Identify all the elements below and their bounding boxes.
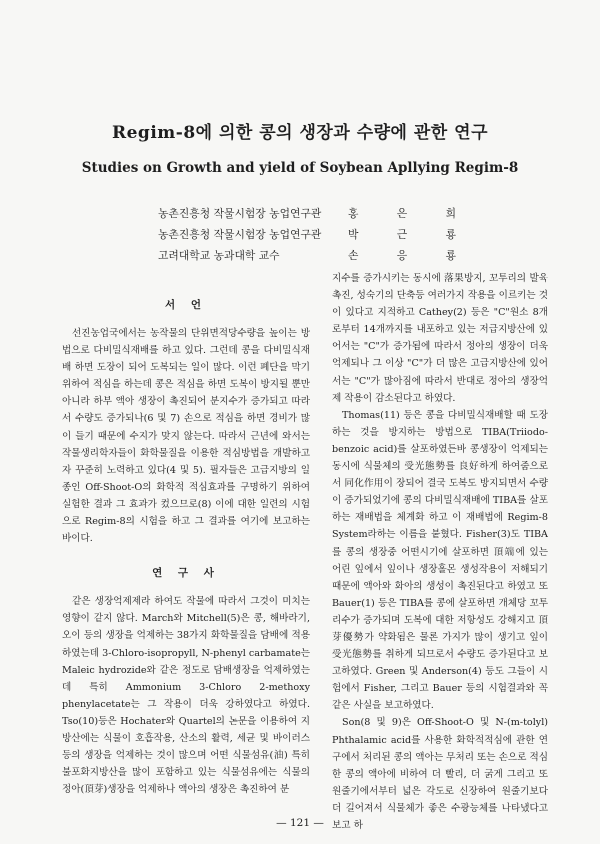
body-paragraph: Thomas(11) 등은 콩을 다비밀식재배할 때 도장하는 것을 방지하는 방법으로 TIBA(Triiodo-benzoic acid)를 살포하였든바 콩생장이 억제되는 동시에 식물체의 受光態勢를 良好하게 하여줌으로서 同化作用이 장되어 결국 도복도 방지되면서 수량이 증가되었기에 콩의 다비밀식재배에 TIBA를 살포하는 재배법을 체계화 하고 이 재배법에 Regim-8 System라하는 이름을 붙혔다. Fisher(3)도 TIBA를 콩의 생장중 어떤시기에 살포하면 頂端에 있는 어린 잎에서 잎이나 생장홀몬 생성작용이 저해되기 때문에 액아와 화아의 생성이 촉진된다고 하였고 또 Bauer(1) 등은 TIBA를 콩에 살포하면 개체당 꼬투리수가 증가되며 도복에 대한 저항성도 강해지고 頂芽優勢가 약화됨은 물론 가지가 많이 생기고 잎이 受光態勢를 취하게 되므로서 수량도 증가된다고 보고하였다. Green 및 Anderson(4) 등도 그들이 시험에서 Fisher, 그리고 Bauer 등의 시험결과와 꼭 같은 사실을 보고하였다. xyxy=(332,409,548,712)
author-block xyxy=(158,206,458,269)
author-row xyxy=(158,206,458,227)
section-heading-literature-review: 연 구 사 xyxy=(152,567,220,580)
page-title: Regim-8에 의한 콩의 생장과 수량에 관한 연구 xyxy=(111,123,488,143)
author-name: 홍 은 희 xyxy=(348,207,456,220)
author-affiliation: 농촌진흥청 작물시험장 농업연구관 xyxy=(158,228,322,241)
author-affiliation: 농촌진흥청 작물시험장 농업연구관 xyxy=(158,207,322,220)
author-row xyxy=(158,248,458,269)
author-row xyxy=(158,227,458,248)
author-affiliation: 고려대학교 농과대학 교수 xyxy=(158,249,280,262)
introduction-paragraph: 선진농업국에서는 농작물의 단위면적당수량을 높이는 방법으로 다비밀식재배를 하고 있다. 그런데 콩을 다비밀식재배 하면 도장이 되어 도복되는 일이 많다. 이런 폐단을 막기 위하여 적심을 하는데 콩은 적심을 하면 도복이 방지될 뿐만 아니라 하부 액아 생장이 촉진되어 분지수가 증가되고 따라서 수량도 증가되나(6 및 7) 손으로 적심을 하면 경비가 많이 들기 때문에 수지가 맞지 않는다. 따라서 근년에 와서는 작물생리학자들이 화학물질을 이용한 적심방법을 개발하고자 꾸준히 노력하고 있다(4 및 5). 필자들은 고급지방의 일종인 Off-Shoot-O의 화학적 적심효과를 구명하기 위하여 실험한 결과 그 효과가 컸으므로(8) 이에 대한 일련의 시험으로 Regim-8의 시험을 하고 그 결과를 여기에 보고하는 바이다. xyxy=(62,328,310,545)
left-column xyxy=(62,295,310,798)
body-paragraph: Son(8 및 9)은 Off-Shoot-O 및 N-(m-tolyl) Phthalamic acid를 사용한 화학적적심에 관한 연구에서 처리된 콩의 액아는 무처리 또는 손으로 적심한 콩의 액아에 비하여 더 빨리, 더 굵게 그리고 또 원줄기에서부터 넓은 각도로 신장하여 원줄기보다 더 길어져서 식물체가 좋은 수광능체를 나타냈다고 보고 하 xyxy=(332,717,548,831)
right-column xyxy=(332,270,548,834)
page-number: — 121 — xyxy=(276,817,324,829)
section-heading-introduction: 서 언 xyxy=(165,299,207,311)
author-name: 손 응 룡 xyxy=(348,249,456,262)
author-name: 박 근 룡 xyxy=(348,228,456,241)
english-subtitle: Studies on Growth and yield of Soybean Apllying Regim-8 xyxy=(81,160,519,176)
body-paragraph: 지수를 증가시키는 동시에 落果방지, 꼬투리의 발육촉진, 성숙기의 단축등 여러가지 작용을 이르키는 것이 있다고 지적하고 Cathey(2) 등은 "C"원소 8개로부터 14개까지를 내포하고 있는 저급지방산에 있어서는 "C"가 증가됨에 따라서 정아의 생장이 더욱 억제되나 그 이상 "C"가 더 많은 고급지방산에 있어서는 "C"가 많아짐에 따라서 반대로 정아의 생장억제 작용이 감소된다고 하였다. xyxy=(332,273,548,404)
literature-review-paragraph: 같은 생장억제제라 하여도 작물에 따라서 그것이 미치는 영향이 같지 않다. March와 Mitchell(5)은 콩, 해바라기, 오이 등의 생장을 억제하는 38가지 화학물질을 담배에 적용하였는데 3-Chloro-isopropyll, N-phenyl carbamate는 Maleic hydrozide와 같은 정도로 담배생장을 억제하였는데 특히 Ammonium 3-Chloro 2-methoxy phenylacetate는 그 작용이 더욱 강하였다고 하였다. Tso(10)등은 Hochater와 Quartel의 논문을 이용하여 지방산에는 식물이 호흡작용, 산소의 활력, 세균 및 바이러스등의 생장을 억제하는 것이 많으며 어떤 식물섬유(油) 특히 불포화지방산을 많이 포함하고 있는 식물섬유에는 식물의 정아(頂芽)생장을 억제하나 액아의 생장은 촉진하여 분 xyxy=(62,596,311,796)
